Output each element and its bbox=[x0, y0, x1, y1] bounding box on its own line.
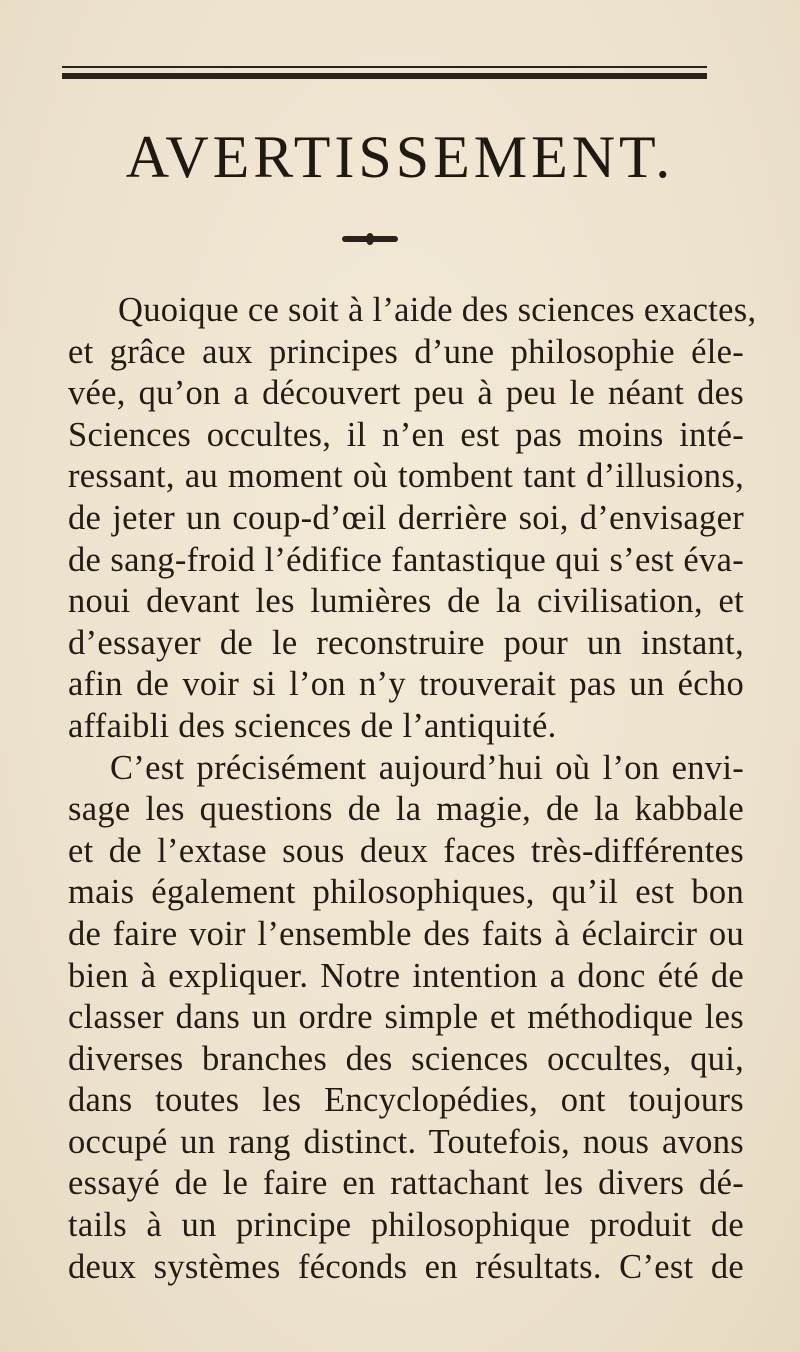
text-line: sage les questions de la magie, de la kabbale bbox=[68, 790, 744, 829]
text-line: bien à expliquer. Notre intention a donc été de bbox=[68, 956, 744, 995]
text-line: de jeter un coup-d’œil derrière soi, d’envisager bbox=[68, 498, 744, 537]
text-line: tails à un principe philosophique produit de bbox=[68, 1206, 744, 1245]
text-line: C’est précisément aujourd’hui où l’on envi- bbox=[110, 748, 744, 787]
header-rule-thick bbox=[62, 73, 707, 79]
text-line: mais également philosophiques, qu’il est bon bbox=[68, 873, 744, 912]
title-ornament bbox=[342, 236, 398, 242]
text-line: de faire voir l’ensemble des faits à éclaircir ou bbox=[68, 914, 744, 953]
text-line: noui devant les lumières de la civilisation, et bbox=[68, 582, 744, 621]
text-line: classer dans un ordre simple et méthodique les bbox=[68, 998, 744, 1037]
text-line: afin de voir si l’on n’y trouverait pas un écho bbox=[68, 665, 744, 704]
body-text bbox=[68, 290, 757, 1288]
text-line: dans toutes les Encyclopédies, ont toujours bbox=[68, 1081, 744, 1120]
text-line: de sang-froid l’édifice fantastique qui s’est éva- bbox=[68, 540, 744, 579]
text-line: vée, qu’on a découvert peu à peu le néant des bbox=[68, 374, 744, 413]
text-line: Quoique ce soit à l’aide des sciences exactes, bbox=[118, 291, 757, 329]
text-line: deux systèmes féconds en résultats. C’est de bbox=[68, 1247, 744, 1286]
text-line: et de l’extase sous deux faces très-différentes bbox=[68, 831, 744, 870]
text-line: diverses branches des sciences occultes, qui, bbox=[68, 1039, 744, 1078]
text-line: d’essayer de le reconstruire pour un instant, bbox=[68, 623, 744, 662]
header-rule-thin bbox=[62, 66, 707, 68]
page-title: AVERTISSEMENT. bbox=[125, 124, 675, 190]
text-line: et grâce aux principes d’une philosophie éle- bbox=[68, 332, 744, 371]
text-line: occupé un rang distinct. Toutefois, nous avons bbox=[68, 1122, 744, 1161]
text-line: affaibli des sciences de l’antiquité. bbox=[68, 706, 557, 745]
text-line: essayé de le faire en rattachant les divers dé- bbox=[68, 1164, 744, 1203]
text-line: Sciences occultes, il n’en est pas moins inté- bbox=[68, 415, 744, 454]
text-line: ressant, au moment où tombent tant d’illusions, bbox=[68, 457, 744, 496]
